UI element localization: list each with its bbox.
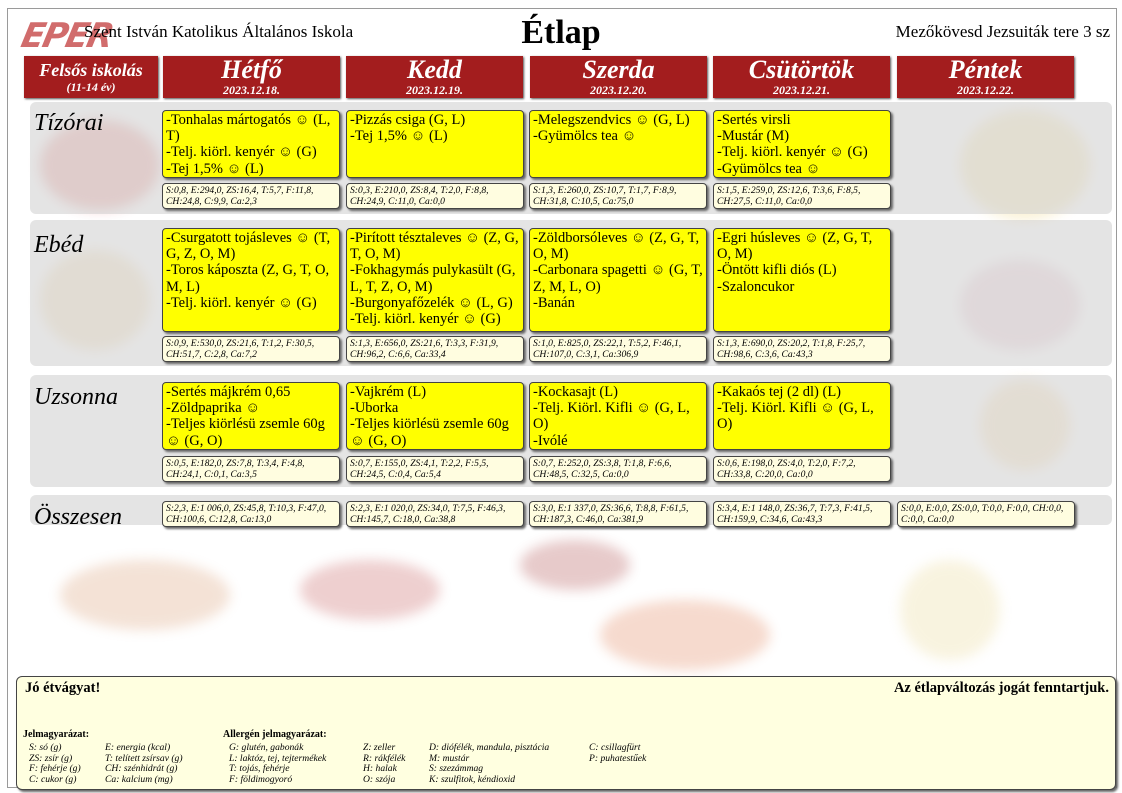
menu-line: -Szaloncukor bbox=[717, 278, 795, 295]
day-header-monday bbox=[163, 56, 340, 98]
legend-item: K: szulfitok, kéndioxid bbox=[429, 773, 516, 785]
legend-item: T: telített zsírsav (g) bbox=[105, 752, 183, 764]
day-header-friday bbox=[897, 56, 1074, 98]
legend-nutrients-1 bbox=[29, 743, 81, 785]
menu-line: -Sertés májkrém 0,65 bbox=[166, 384, 291, 400]
day-name: Kedd bbox=[407, 55, 462, 84]
legend-item: R: rákfélék bbox=[363, 752, 406, 764]
menu-cell bbox=[162, 382, 340, 450]
menu-line: -Kockasajt (L) bbox=[533, 384, 618, 400]
legend-item: H: halak bbox=[363, 763, 397, 775]
allergen-col-3 bbox=[429, 743, 549, 785]
menu-line: -Mustár (M) bbox=[717, 128, 790, 145]
nutrition-cell: S:0,8, E:294,0, ZS:16,4, T:5,7, F:11,8, CH:24,8, C:9,9, Ca:2,3 bbox=[162, 183, 340, 209]
menu-line: -Tej 1,5% ☺ (L) bbox=[166, 160, 264, 177]
menu-line: -Fokhagymás pulykasült (G, L, T, Z, O, M) bbox=[350, 262, 516, 295]
menu-cell bbox=[713, 382, 891, 450]
totals-cell: S:2,3, E:1 006,0, ZS:45,8, T:10,3, F:47,0, CH:100,6, C:12,8, Ca:13,0 bbox=[162, 501, 340, 527]
menu-line: -Telj. kiörl. kenyér ☺ (G) bbox=[350, 311, 501, 328]
legend-item: G: glutén, gabonák bbox=[229, 742, 304, 753]
nutrition-cell: S:1,3, E:260,0, ZS:10,7, T:1,7, F:8,9, CH:31,8, C:10,5, Ca:75,0 bbox=[529, 183, 707, 209]
totals-cell: S:0,0, E:0,0, ZS:0,0, T:0,0, F:0,0, CH:0,0, C:0,0, Ca:0,0 bbox=[897, 501, 1075, 527]
menu-cell bbox=[162, 228, 340, 332]
menu-line: -Tonhalas mártogatós ☺ (L, T) bbox=[166, 112, 331, 145]
allergen-title: Allergén jelmagyarázat: bbox=[223, 729, 327, 740]
legend-item: F: földimogyoró bbox=[229, 773, 293, 785]
menu-line: -Burgonyafőzelék ☺ (L, G) bbox=[350, 294, 513, 311]
day-date: 2023.12.22. bbox=[957, 83, 1014, 97]
day-header-thursday bbox=[713, 56, 890, 98]
nutrition-cell: S:0,7, E:252,0, ZS:3,8, T:1,8, F:6,6, CH:48,5, C:32,5, Ca:0,0 bbox=[529, 456, 707, 482]
school-name: Szent István Katolikus Általános Iskola bbox=[84, 22, 354, 41]
menu-cell bbox=[529, 110, 707, 178]
menu-cell bbox=[713, 228, 891, 332]
menu-line: -Ivólé bbox=[533, 432, 568, 449]
legend-item: T: tojás, fehérje bbox=[229, 763, 290, 775]
menu-line: -Pirított tésztaleves ☺ (Z, G, T, O, M) bbox=[350, 230, 519, 263]
menu-line: -Melegszendvics ☺ (G, L) bbox=[533, 112, 690, 128]
menu-line: -Gyümölcs tea ☺ bbox=[533, 128, 637, 145]
day-name: Csütörtök bbox=[748, 55, 855, 84]
legend-item: ZS: zsír (g) bbox=[29, 752, 73, 764]
allergen-col-4 bbox=[589, 743, 646, 764]
nutrition-cell: S:0,7, E:155,0, ZS:4,1, T:2,2, F:5,5, CH:24,5, C:0,4, Ca:5,4 bbox=[346, 456, 524, 482]
menu-line: -Tej 1,5% ☺ (L) bbox=[350, 128, 448, 145]
menu-line: -Zöldborsóleves ☺ (Z, G, T, O, M) bbox=[533, 230, 700, 263]
rights-notice: Az étlapváltozás jogát fenntartjuk. bbox=[893, 680, 1109, 696]
menu-line: -Teljes kiörlésü zsemle 60g ☺ (G, O) bbox=[350, 416, 509, 449]
day-date: 2023.12.19. bbox=[406, 83, 463, 97]
menu-cell bbox=[346, 110, 524, 178]
greeting: Jó étvágyat! bbox=[25, 680, 101, 696]
day-name: Szerda bbox=[582, 55, 655, 84]
legend-item: S: só (g) bbox=[29, 742, 62, 753]
menu-cell bbox=[713, 110, 891, 178]
meal-label-ebed: Ebéd bbox=[34, 232, 84, 258]
day-date: 2023.12.18. bbox=[223, 83, 280, 97]
menu-line: -Telj. Kiörl. Kifli ☺ (G, L, O) bbox=[717, 400, 874, 433]
menu-line: -Kakaós tej (2 dl) (L) bbox=[717, 384, 842, 400]
day-date: 2023.12.21. bbox=[773, 83, 830, 97]
legend-item: C: csillagfürt bbox=[589, 742, 641, 753]
legend-item: M: mustár bbox=[429, 752, 470, 764]
meal-label-uzsonna: Uzsonna bbox=[34, 384, 119, 410]
legend-item: F: fehérje (g) bbox=[29, 763, 81, 775]
legend-item: Z: zeller bbox=[363, 742, 396, 753]
legend-nutrients-2 bbox=[105, 743, 183, 785]
nutrition-cell: S:1,5, E:259,0, ZS:12,6, T:3,6, F:8,5, CH:27,5, C:11,0, Ca:0,0 bbox=[713, 183, 891, 209]
nutrition-cell: S:0,9, E:530,0, ZS:21,6, T:1,2, F:30,5, CH:51,7, C:2,8, Ca:7,2 bbox=[162, 336, 340, 362]
nutrition-cell: S:0,3, E:210,0, ZS:8,4, T:2,0, F:8,8, CH:24,9, C:11,0, Ca:0,0 bbox=[346, 183, 524, 209]
legend-item: S: szezámmag bbox=[429, 763, 484, 775]
totals-cell: S:3,4, E:1 148,0, ZS:36,7, T:7,3, F:41,5, CH:159,9, C:34,6, Ca:43,3 bbox=[713, 501, 891, 527]
menu-line: -Banán bbox=[533, 294, 575, 311]
menu-line: -Sertés virsli bbox=[717, 112, 791, 128]
totals-label: Összesen bbox=[34, 504, 122, 530]
menu-line: -Telj. Kiörl. Kifli ☺ (G, L, O) bbox=[533, 400, 690, 433]
menu-line: -Zöldpaprika ☺ bbox=[166, 400, 261, 417]
menu-line: -Toros káposzta (Z, G, T, O, M, L) bbox=[166, 262, 330, 295]
day-name: Péntek bbox=[948, 55, 1023, 84]
menu-line: -Egri húsleves ☺ (Z, G, T, O, M) bbox=[717, 230, 873, 263]
day-header-tuesday bbox=[346, 56, 523, 98]
page-title: Étlap bbox=[521, 14, 601, 51]
footer-panel bbox=[16, 676, 1116, 790]
menu-line: -Teljes kiörlésü zsemle 60g ☺ (G, O) bbox=[166, 416, 325, 449]
menu-cell bbox=[529, 382, 707, 450]
legend-item: E: energia (kcal) bbox=[105, 742, 171, 753]
menu-line: -Uborka bbox=[350, 400, 399, 417]
group-age: (11-14 év) bbox=[66, 80, 116, 94]
eper-logo: EPER bbox=[17, 16, 116, 56]
menu-line: -Carbonara spagetti ☺ (G, T, Z, M, L, O) bbox=[533, 262, 703, 295]
day-header-wednesday bbox=[530, 56, 707, 98]
menu-line: -Öntött kifli diós (L) bbox=[717, 262, 837, 279]
allergen-col-1 bbox=[229, 743, 326, 785]
menu-cell bbox=[529, 228, 707, 332]
nutrition-cell: S:0,6, E:198,0, ZS:4,0, T:2,0, F:7,2, CH:33,8, C:20,0, Ca:0,0 bbox=[713, 456, 891, 482]
menu-line: -Telj. kiörl. kenyér ☺ (G) bbox=[166, 294, 317, 311]
menu-cell bbox=[346, 382, 524, 450]
group-name: Felsős iskolás bbox=[39, 60, 143, 80]
nutrition-cell: S:1,0, E:825,0, ZS:22,1, T:5,2, F:46,1, CH:107,0, C:3,1, Ca:306,9 bbox=[529, 336, 707, 362]
legend-item: CH: szénhidrát (g) bbox=[105, 763, 178, 775]
legend-item: Ca: kalcium (mg) bbox=[105, 773, 173, 785]
school-address: Mezőkövesd Jezsuiták tere 3 sz bbox=[895, 22, 1110, 41]
totals-cell: S:2,3, E:1 020,0, ZS:34,0, T:7,5, F:46,3, CH:145,7, C:18,0, Ca:38,8 bbox=[346, 501, 524, 527]
legend-item: L: laktóz, tej, tejtermékek bbox=[229, 752, 327, 764]
nutrition-cell: S:1,3, E:690,0, ZS:20,2, T:1,8, F:25,7, CH:98,6, C:3,6, Ca:43,3 bbox=[713, 336, 891, 362]
legend-item: P: puhatestűek bbox=[589, 752, 647, 764]
totals-cell: S:3,0, E:1 337,0, ZS:36,6, T:8,8, F:61,5, CH:187,3, C:46,0, Ca:381,9 bbox=[529, 501, 707, 527]
nutrition-cell: S:0,5, E:182,0, ZS:7,8, T:3,4, F:4,8, CH:24,1, C:0,1, Ca:3,5 bbox=[162, 456, 340, 482]
menu-line: -Vajkrém (L) bbox=[350, 384, 427, 400]
legend-item: D: diófélék, mandula, pisztácia bbox=[429, 742, 550, 753]
menu-line: -Telj. kiörl. kenyér ☺ (G) bbox=[717, 144, 868, 161]
meal-label-tizorai: Tízórai bbox=[34, 110, 104, 136]
day-name: Hétfő bbox=[221, 55, 282, 84]
allergen-col-2 bbox=[363, 743, 405, 785]
day-date: 2023.12.20. bbox=[590, 83, 647, 97]
menu-line: -Gyümölcs tea ☺ bbox=[717, 160, 821, 177]
nutrition-cell: S:1,3, E:656,0, ZS:21,6, T:3,3, F:31,9, CH:96,2, C:6,6, Ca:33,4 bbox=[346, 336, 524, 362]
menu-line: -Pizzás csiga (G, L) bbox=[350, 112, 466, 128]
menu-line: -Csurgatott tojásleves ☺ (T, G, Z, O, M) bbox=[166, 230, 331, 263]
menu-line: -Telj. kiörl. kenyér ☺ (G) bbox=[166, 144, 317, 161]
legend-title: Jelmagyarázat: bbox=[23, 729, 90, 740]
legend-item: O: szója bbox=[363, 773, 396, 785]
menu-cell bbox=[162, 110, 340, 178]
menu-cell bbox=[346, 228, 524, 332]
group-header bbox=[24, 56, 158, 98]
legend-item: C: cukor (g) bbox=[29, 773, 77, 785]
